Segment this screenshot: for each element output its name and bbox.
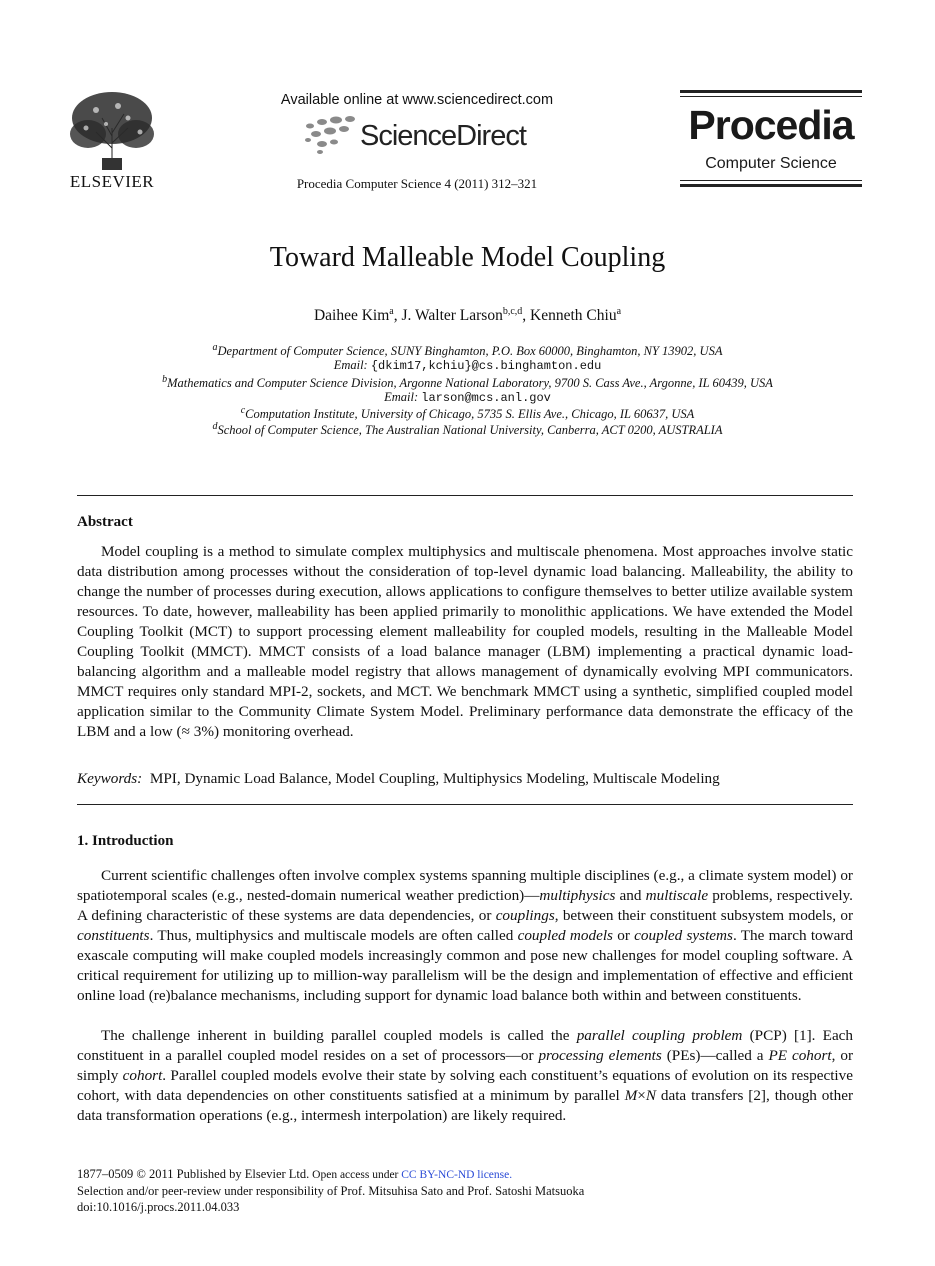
text-run: , between their constituent subsystem models, or: [554, 907, 853, 924]
emphasized-term: parallel coupling problem: [576, 1027, 743, 1044]
text-run: The challenge inherent in building parallel coupled models is called the: [101, 1027, 577, 1044]
intro-paragraph-1: [77, 866, 853, 1006]
affiliation-d: [0, 421, 935, 438]
elsevier-wordmark: ELSEVIER: [69, 172, 155, 191]
text-run: . The march toward exascale computing will make coupled models increasingly common and pose new challenges for model coupling software. A critical requirement for utilizing up to million-way parallelism will be the design and implementation of effective and efficient online load (re)balance mechanisms, including support for dynamic load balance both within and between constituents.: [77, 927, 854, 1004]
available-online-link[interactable]: Available online at www.sciencedirect.com: [280, 92, 554, 108]
keywords-label: Keywords:: [77, 770, 143, 787]
keywords-list: MPI, Dynamic Load Balance, Model Coupling, Multiphysics Modeling, Multiscale Modeling: [149, 770, 720, 787]
emphasized-term: cohort: [122, 1067, 163, 1084]
text-run: . Parallel coupled models evolve their state by solving each constituent’s equations of evolution on its respective cohort, with data dependencies on other constituents satisfied at a minimum by parallel: [77, 1067, 853, 1104]
email-label: Email:: [333, 358, 371, 372]
affiliation-a-email: [0, 358, 935, 373]
text-run: Current scientific challenges often involve complex systems spanning multiple disciplines (e.g., a climate system model) or spatiotemporal scales (e.g., nested-domain numerical weather prediction)—: [77, 867, 853, 904]
procedia-subtitle: Computer Science: [705, 155, 837, 172]
emphasized-term: multiphysics: [539, 887, 616, 904]
copyright-line: [77, 1167, 512, 1182]
emphasized-term: N: [645, 1087, 656, 1104]
emphasized-term: processing elements: [538, 1047, 662, 1064]
affiliation-text: Mathematics and Computer Science Division, Argonne National Laboratory, 9700 S. Cass Ave., Argonne, IL 60439, USA: [167, 376, 773, 391]
emphasized-term: constituents: [77, 927, 150, 944]
author-list: [0, 306, 935, 325]
author-name: Daihee Kim: [313, 307, 390, 325]
emphasized-term: coupled models: [517, 927, 613, 944]
author-separator: ,: [393, 307, 402, 325]
doi-line[interactable]: doi:10.1016/j.procs.2011.04.033: [77, 1200, 240, 1214]
author-affiliation-mark: a: [389, 306, 394, 317]
affiliation-b-email: [0, 390, 935, 405]
author-name: Kenneth Chiu: [530, 307, 617, 325]
emphasized-term: coupled systems: [634, 927, 733, 944]
peer-review-line: Selection and/or peer-review under responsibility of Prof. Mitsuhisa Sato and Prof. Satoshi Matsuoka: [77, 1184, 585, 1198]
affiliation-b: [0, 374, 935, 391]
author-affiliation-mark: b,c,d: [502, 306, 523, 317]
abstract-heading: Abstract: [77, 514, 133, 530]
affiliation-mark: b: [162, 374, 168, 385]
text-run: , or simply: [77, 1047, 853, 1084]
emphasized-term: M: [624, 1087, 638, 1104]
abstract-text: Model coupling is a method to simulate complex multiphysics and multiscale phenomena. Most approaches involve static data distribution among processes without the consideration of top-level dynamic load balancing. Malleability, the ability to change the number of processes during execution, allows applications to configure themselves to better utilize available system resources. To date, however, malleability has been applied primarily to monolithic applications. We have extended the Model Coupling Toolkit (MCT) to support processing element malleability for coupled models, resulting in the Malleable Model Coupling Toolkit (MMCT). MMCT consists of a load balance manager (LBM) implementing a practical dynamic load-balancing algorithm and a malleable model registry that allows management of dynamically evolving MPI communicators. MMCT requires only standard MPI-2, sockets, and MCT. We benchmark MMCT using a synthetic, simplified coupled model application similar to the Community Climate System Model. Preliminary performance data demonstrate the efficacy of the LBM and a low (≈ 3%) monitoring overhead.: [77, 543, 853, 740]
author-affiliation-mark: a: [616, 306, 622, 317]
procedia-brand: Procedia: [688, 102, 854, 148]
affiliation-c: [0, 405, 935, 422]
text-run: data transfers [2], though other data transformation operations (e.g., intermesh interpolation) are likely required.: [77, 1087, 854, 1124]
text-run: or: [612, 927, 635, 944]
affiliation-mark: d: [212, 421, 218, 432]
email-address[interactable]: larson@mcs.anl.gov: [421, 391, 551, 405]
emphasized-term: PE cohort: [768, 1047, 832, 1064]
affiliation-text: Computation Institute, University of Chicago, 5735 S. Ellis Ave., Chicago, IL 60637, USA: [245, 407, 695, 422]
paper-title: Toward Malleable Model Coupling: [269, 242, 666, 273]
section-heading-introduction: 1. Introduction: [77, 833, 174, 849]
intro-paragraph-2: [77, 1026, 853, 1126]
emphasized-term: couplings: [495, 907, 555, 924]
affiliation-mark: c: [240, 405, 246, 416]
copyright-text: 1877–0509 © 2011 Published by Elsevier Ltd.: [77, 1167, 310, 1181]
keywords: [77, 770, 853, 788]
affiliation-a: [0, 342, 935, 359]
divider: [77, 495, 853, 496]
license-link[interactable]: CC BY-NC-ND license.: [401, 1169, 513, 1181]
text-run: . Thus, multiphysics and multiscale models are often called: [149, 927, 518, 944]
author-name: J. Walter Larson: [401, 307, 503, 325]
text-run: problems, respectively. A defining characteristic of these systems are data dependencies, or: [77, 887, 853, 924]
affiliation-mark: a: [212, 342, 218, 353]
text-run: (PEs)—called a: [661, 1047, 769, 1064]
affiliation-text: School of Computer Science, The Australian National University, Canberra, ACT 0200, AUSTRALIA: [217, 423, 723, 438]
affiliation-text: Department of Computer Science, SUNY Binghamton, P.O. Box 60000, Binghamton, NY 13902, USA: [217, 344, 723, 359]
author-separator: ,: [522, 307, 531, 325]
sciencedirect-brand: ScienceDirect: [360, 120, 526, 152]
text-run: (PCP) [1]. Each constituent in a parallel coupled model resides on a set of processors—or: [77, 1027, 854, 1064]
journal-reference: Procedia Computer Science 4 (2011) 312–321: [296, 176, 538, 191]
email-address[interactable]: {dkim17,kchiu}@cs.binghamton.edu: [370, 359, 602, 373]
procedia-logo: [680, 90, 862, 190]
divider: [77, 804, 853, 805]
email-label: Email:: [384, 390, 422, 404]
text-run: and: [615, 887, 646, 904]
open-access-text: Open access under: [309, 1169, 402, 1181]
text-run: ×: [637, 1087, 646, 1104]
emphasized-term: multiscale: [645, 887, 709, 904]
